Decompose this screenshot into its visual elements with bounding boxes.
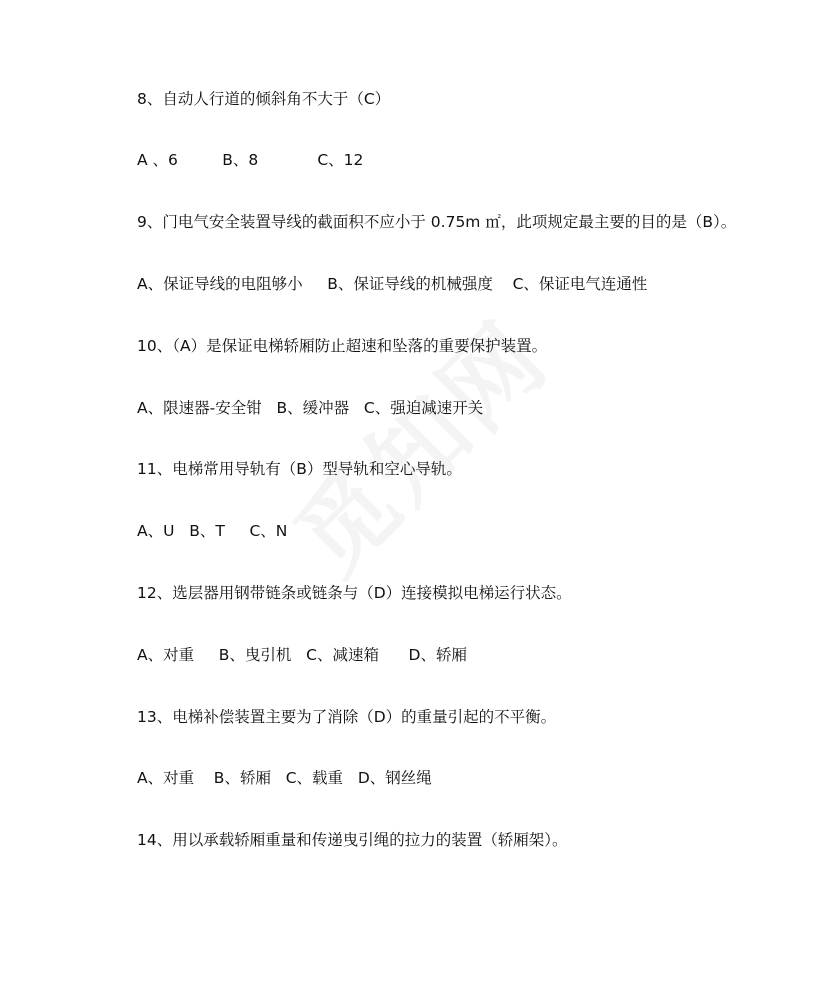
question-12-options: A、对重 B、曳引机 C、减速箱 D、轿厢 [137,646,467,664]
question-10: 10、（A）是保证电梯轿厢防止超速和坠落的重要保护装置。 [137,337,548,355]
question-8: 8、自动人行道的倾斜角不大于（C） [137,90,391,108]
question-11: 11、电梯常用导轨有（B）型导轨和空心导轨。 [137,460,462,478]
question-8-options: A 、6 B、8 C、12 [137,151,364,169]
question-9-options: A、保证导线的电阻够小 B、保证导线的机械强度 C、保证电气连通性 [137,275,648,293]
question-13-options: A、对重 B、轿厢 C、载重 D、钢丝绳 [137,769,432,787]
question-11-options: A、U B、T C、N [137,522,288,540]
question-14: 14、用以承载轿厢重量和传递曳引绳的拉力的装置（轿厢架）。 [137,831,568,849]
question-12: 12、选层器用钢带链条或链条与（D）连接模拟电梯运行状态。 [137,584,572,602]
question-9: 9、门电气安全装置导线的截面积不应小于 0.75m ㎡，此项规定最主要的目的是（B）。 [137,213,737,231]
question-13: 13、电梯补偿装置主要为了消除（D）的重量引起的不平衡。 [137,708,557,726]
question-10-options: A、限速器-安全钳 B、缓冲器 C、强迫减速开关 [137,399,484,417]
